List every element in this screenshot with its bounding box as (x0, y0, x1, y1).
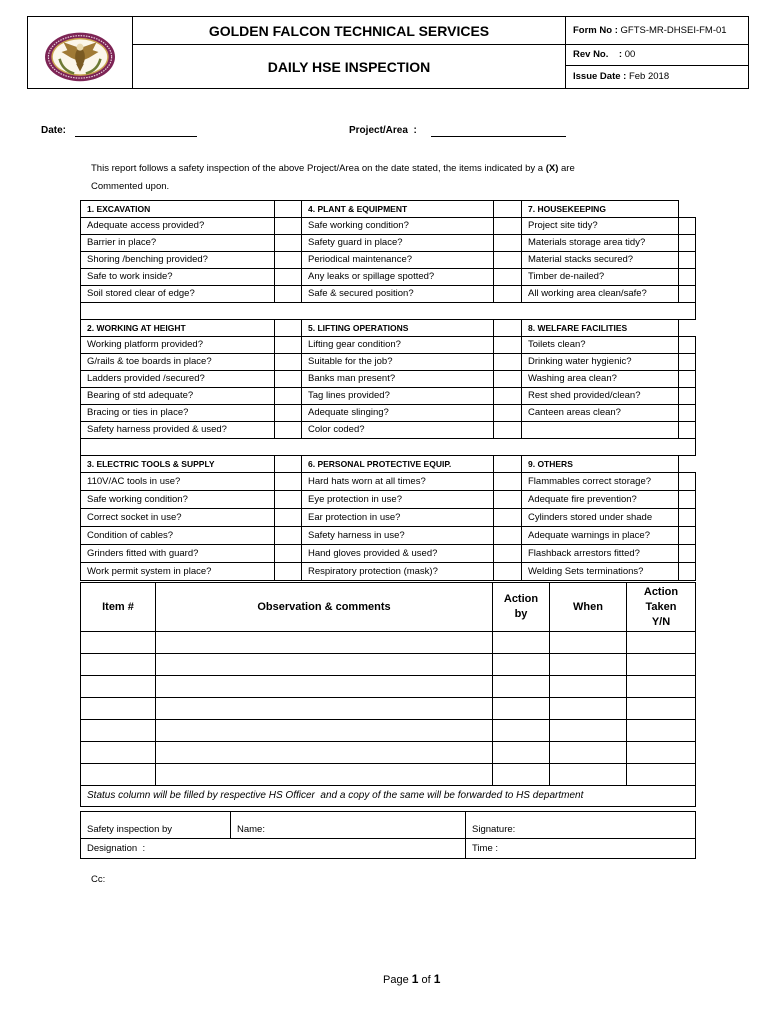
checklist-item: Safe working condition? (302, 218, 494, 235)
checklist-mark-box (679, 252, 696, 269)
checklist-row (81, 354, 696, 371)
checklist-mark-box (275, 269, 302, 286)
checklist-item: Flammables correct storage? (522, 473, 679, 491)
section-header-spacer (494, 201, 522, 218)
observation-row (81, 654, 696, 676)
checklist-item: Toilets clean? (522, 337, 679, 354)
checklist-mark-box (494, 235, 522, 252)
checklist-item: Safe working condition? (81, 491, 275, 509)
checklist-item: Rest shed provided/clean? (522, 388, 679, 405)
checklist-mark-box (679, 388, 696, 405)
checklist-item: Material stacks secured? (522, 252, 679, 269)
checklist-item: Safety guard in place? (302, 235, 494, 252)
observation-item-number-cell (81, 698, 156, 720)
checklist-row (81, 235, 696, 252)
observation-row (81, 742, 696, 764)
checklist-row (81, 405, 696, 422)
observation-item-number-cell (81, 764, 156, 786)
when-cell (550, 676, 627, 698)
name-field: Name: (231, 812, 466, 839)
checklist-mark-box (275, 527, 302, 545)
when-cell (550, 764, 627, 786)
action-by-cell (493, 742, 550, 764)
when-cell (550, 742, 627, 764)
current-page-number: 1 (411, 972, 419, 986)
checklist-row (81, 388, 696, 405)
checklist-mark-box (494, 371, 522, 388)
section-header-spacer (494, 320, 522, 337)
observation-row (81, 632, 696, 654)
when-cell (550, 654, 627, 676)
action-taken-cell (627, 742, 696, 764)
section-title-others: 9. OTHERS (522, 456, 679, 473)
checklist-mark-box (275, 509, 302, 527)
checklist-mark-box (275, 405, 302, 422)
checklist-mark-box (679, 337, 696, 354)
when-cell (550, 698, 627, 720)
section-header-spacer (275, 201, 302, 218)
checklist-item: Ladders provided /secured? (81, 371, 275, 388)
checklist-mark-box (494, 286, 522, 303)
section-title-personal-protective-equipment: 6. PERSONAL PROTECTIVE EQUIP. (302, 456, 494, 473)
section-header-spacer (679, 320, 696, 337)
action-taken-cell (627, 676, 696, 698)
checklist-mark-box (494, 473, 522, 491)
checklist-mark-box (275, 473, 302, 491)
inspection-checklist (80, 200, 696, 581)
checklist-item: Flashback arrestors fitted? (522, 545, 679, 563)
checklist-mark-box (679, 527, 696, 545)
observation-row (81, 698, 696, 720)
column-header-when: When (550, 583, 627, 632)
checklist-item: Hard hats worn at all times? (302, 473, 494, 491)
revision-number-value: 00 (624, 49, 636, 60)
time-field: Time : (466, 839, 696, 859)
form-number-value: GFTS-MR-DHSEI-FM-01 (620, 24, 727, 36)
action-by-cell (493, 676, 550, 698)
checklist-item: Washing area clean? (522, 371, 679, 388)
checklist-item: Ear protection in use? (302, 509, 494, 527)
checklist-mark-box (275, 252, 302, 269)
checklist-mark-box (275, 563, 302, 581)
checklist-item: Soil stored clear of edge? (81, 286, 275, 303)
action-taken-cell (627, 654, 696, 676)
checklist-mark-box (275, 422, 302, 439)
checklist-item: Adequate access provided? (81, 218, 275, 235)
checklist-mark-box (679, 563, 696, 581)
observation-row (81, 764, 696, 786)
issue-date-value: Feb 2018 (628, 71, 670, 82)
observation-item-number-cell (81, 654, 156, 676)
checklist-row (81, 337, 696, 354)
section-header-spacer (494, 456, 522, 473)
revision-number-label: Rev No. : (573, 49, 623, 60)
issue-date-label: Issue Date : (573, 71, 627, 82)
checklist-mark-box (494, 269, 522, 286)
checklist-row (81, 563, 696, 581)
checklist-row (81, 371, 696, 388)
designation-field: Designation : (81, 839, 466, 859)
intro-text-end: are (558, 163, 575, 174)
checklist-band-separator-row (81, 303, 696, 320)
checklist-row (81, 269, 696, 286)
observation-row (81, 720, 696, 742)
logo-cell (28, 17, 133, 89)
checklist-item: Shoring /benching provided? (81, 252, 275, 269)
section-header-spacer (679, 201, 696, 218)
issue-date (566, 66, 749, 89)
checklist-mark-box (494, 422, 522, 439)
intro-text-start: This report follows a safety inspection of the above Project/Area on the date stated, the items indicated by a (91, 163, 546, 174)
cc-label: Cc: (91, 874, 106, 885)
signature-field: Signature: (466, 812, 696, 839)
checklist-mark-box (679, 473, 696, 491)
falcon-emblem-logo (28, 18, 133, 88)
checklist-mark-box (679, 405, 696, 422)
observation-item-number-cell (81, 720, 156, 742)
checklist-item: Eye protection in use? (302, 491, 494, 509)
when-cell (550, 720, 627, 742)
checklist-row (81, 509, 696, 527)
form-title: DAILY HSE INSPECTION (133, 45, 566, 89)
checklist-band-separator (81, 439, 696, 456)
checklist-item: Any leaks or spillage spotted? (302, 269, 494, 286)
checklist-mark-box (494, 405, 522, 422)
checklist-mark-box (275, 371, 302, 388)
checklist-mark-box (679, 286, 696, 303)
checklist-item: Barrier in place? (81, 235, 275, 252)
checklist-mark-box (275, 491, 302, 509)
checklist-item: 110V/AC tools in use? (81, 473, 275, 491)
section-title-electric-tools-supply: 3. ELECTRIC TOOLS & SUPPLY (81, 456, 275, 473)
checklist-mark-box (275, 545, 302, 563)
checklist-item: Bracing or ties in place? (81, 405, 275, 422)
checklist-mark-box (275, 388, 302, 405)
checklist-item: Cylinders stored under shade (522, 509, 679, 527)
checklist-mark-box (275, 337, 302, 354)
checklist-item: Lifting gear condition? (302, 337, 494, 354)
project-area-label: Project/Area : (349, 125, 417, 136)
action-by-cell (493, 654, 550, 676)
checklist-row (81, 286, 696, 303)
checklist-item: Respiratory protection (mask)? (302, 563, 494, 581)
total-page-count: 1 (433, 972, 441, 986)
observation-item-number-cell (81, 742, 156, 764)
checklist-row (81, 252, 696, 269)
checklist-item-empty (522, 422, 679, 439)
checklist-mark-box (494, 252, 522, 269)
checklist-item: Timber de-nailed? (522, 269, 679, 286)
safety-inspection-by-label: Safety inspection by (81, 812, 231, 839)
action-by-cell (493, 698, 550, 720)
checklist-mark-box (494, 545, 522, 563)
checklist-band-separator (81, 303, 696, 320)
checklist-item: Canteen areas clean? (522, 405, 679, 422)
section-header-spacer (275, 320, 302, 337)
checklist-mark-box (275, 286, 302, 303)
column-header-action-taken (627, 583, 696, 632)
checklist-mark-box (679, 371, 696, 388)
observation-comment-cell (156, 654, 493, 676)
checklist-item: Periodical maintenance? (302, 252, 494, 269)
section-title-welfare-facilities: 8. WELFARE FACILITIES (522, 320, 679, 337)
header-row (28, 45, 749, 66)
form-number (566, 17, 749, 45)
action-taken-cell (627, 632, 696, 654)
checklist-mark-box (679, 422, 696, 439)
checklist-mark-box (679, 269, 696, 286)
checklist-mark-box (679, 545, 696, 563)
checklist-row (81, 422, 696, 439)
section-title-housekeeping: 7. HOUSEKEEPING (522, 201, 679, 218)
status-note-row (81, 786, 696, 807)
section-title-excavation: 1. EXCAVATION (81, 201, 275, 218)
checklist-row (81, 491, 696, 509)
checklist-item: Condition of cables? (81, 527, 275, 545)
observation-comment-cell (156, 676, 493, 698)
checklist-item: Bearing of std adequate? (81, 388, 275, 405)
checklist-mark-box (679, 509, 696, 527)
page-word: Page (383, 974, 409, 986)
checklist-mark-box (679, 491, 696, 509)
observation-item-number-cell (81, 632, 156, 654)
checklist-mark-box (494, 491, 522, 509)
action-taken-cell (627, 764, 696, 786)
checklist-mark-box (494, 388, 522, 405)
observation-row (81, 676, 696, 698)
action-by-header-text: Action by (503, 593, 539, 620)
checklist-mark-box (494, 509, 522, 527)
checklist-item: Correct socket in use? (81, 509, 275, 527)
checklist-mark-box (275, 354, 302, 371)
checklist-item: Tag lines provided? (302, 388, 494, 405)
date-label: Date: (41, 125, 67, 136)
checklist-section-header-row (81, 201, 696, 218)
intro-line-2: Commented upon. (91, 181, 170, 192)
observation-comment-cell (156, 764, 493, 786)
checklist-item: Hand gloves provided & used? (302, 545, 494, 563)
checklist-mark-box (494, 218, 522, 235)
checklist-section-header-row (81, 456, 696, 473)
checklist-mark-box (275, 218, 302, 235)
section-header-spacer (679, 456, 696, 473)
form-number-label: Form No : (573, 24, 618, 36)
observation-comment-cell (156, 632, 493, 654)
checklist-item: Welding Sets terminations? (522, 563, 679, 581)
when-cell (550, 632, 627, 654)
checklist-item: Color coded? (302, 422, 494, 439)
checklist-row (81, 545, 696, 563)
revision-number (566, 45, 749, 66)
action-by-cell (493, 764, 550, 786)
checklist-item: Drinking water hygienic? (522, 354, 679, 371)
signoff-row (81, 812, 696, 839)
checklist-mark-box (679, 235, 696, 252)
observation-item-number-cell (81, 676, 156, 698)
checklist-section-header-row (81, 320, 696, 337)
checklist-mark-box (494, 354, 522, 371)
checklist-item: Safe to work inside? (81, 269, 275, 286)
action-taken-header-text: Action Taken Y/N (643, 585, 679, 628)
company-name: GOLDEN FALCON TECHNICAL SERVICES (133, 17, 566, 45)
checklist-mark-box (275, 235, 302, 252)
checklist-item: Safe & secured position? (302, 286, 494, 303)
date-blank-line (75, 125, 197, 137)
column-header-observation: Observation & comments (156, 583, 493, 632)
checklist-item: Suitable for the job? (302, 354, 494, 371)
column-header-action-by (493, 583, 550, 632)
section-header-spacer (275, 456, 302, 473)
action-by-cell (493, 632, 550, 654)
section-title-plant-equipment: 4. PLANT & EQUIPMENT (302, 201, 494, 218)
signoff-table (80, 811, 696, 859)
observation-table (80, 582, 696, 807)
action-taken-cell (627, 698, 696, 720)
form-header (27, 16, 749, 89)
action-by-cell (493, 720, 550, 742)
action-taken-cell (627, 720, 696, 742)
checklist-item: Project site tidy? (522, 218, 679, 235)
checklist-item: Grinders fitted with guard? (81, 545, 275, 563)
section-title-working-at-height: 2. WORKING AT HEIGHT (81, 320, 275, 337)
checklist-item: Adequate slinging? (302, 405, 494, 422)
intro-line-1 (91, 163, 575, 175)
observation-comment-cell (156, 720, 493, 742)
checklist-mark-box (679, 218, 696, 235)
status-note: Status column will be filled by respective HS Officer and a copy of the same will be forwarded to HS department (81, 786, 696, 807)
project-area-blank-line (431, 125, 566, 137)
checklist-item: Banks man present? (302, 371, 494, 388)
checklist-band-separator-row (81, 439, 696, 456)
checklist-mark-box (494, 563, 522, 581)
header-row (28, 17, 749, 45)
checklist-mark-box (494, 527, 522, 545)
observation-comment-cell (156, 742, 493, 764)
intro-marker: (X) (545, 163, 559, 174)
checklist-item: Safety harness in use? (302, 527, 494, 545)
checklist-mark-box (679, 354, 696, 371)
signoff-row (81, 839, 696, 859)
page-number (383, 972, 440, 987)
checklist-row (81, 218, 696, 235)
checklist-row (81, 473, 696, 491)
observation-comment-cell (156, 698, 493, 720)
checklist-item: Adequate warnings in place? (522, 527, 679, 545)
checklist-item: Work permit system in place? (81, 563, 275, 581)
checklist-row (81, 527, 696, 545)
checklist-item: All working area clean/safe? (522, 286, 679, 303)
checklist-item: Materials storage area tidy? (522, 235, 679, 252)
observation-header-row (81, 583, 696, 632)
checklist-item: Working platform provided? (81, 337, 275, 354)
column-header-item-number: Item # (81, 583, 156, 632)
checklist-item: G/rails & toe boards in place? (81, 354, 275, 371)
section-title-lifting-operations: 5. LIFTING OPERATIONS (302, 320, 494, 337)
checklist-item: Adequate fire prevention? (522, 491, 679, 509)
checklist-mark-box (494, 337, 522, 354)
checklist-item: Safety harness provided & used? (81, 422, 275, 439)
of-word: of (421, 974, 431, 986)
